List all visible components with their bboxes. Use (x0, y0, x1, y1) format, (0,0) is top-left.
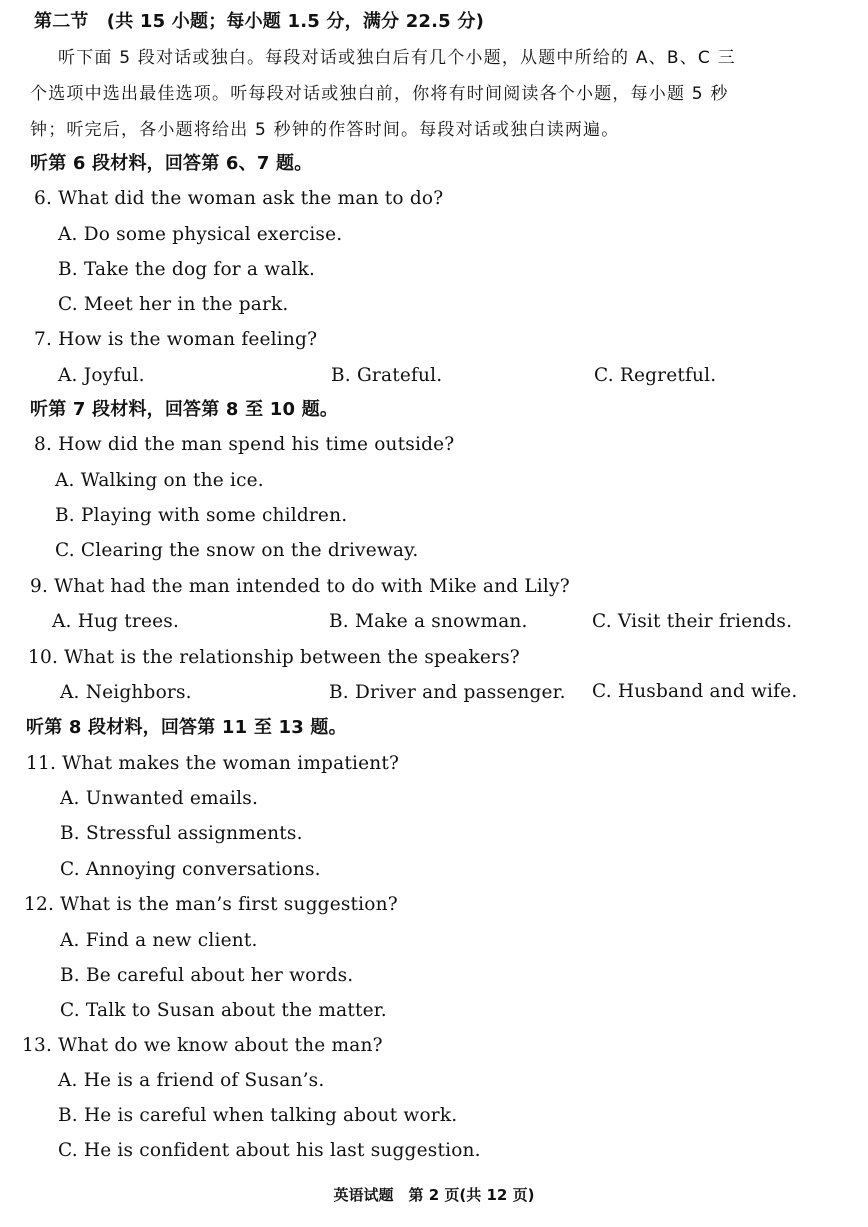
option-8a[interactable]: A. Walking on the ice. (55, 470, 264, 491)
option-9c[interactable]: C. Visit their friends. (592, 611, 793, 632)
section-title: 第二节 (共 15 小题；每小题 1.5 分，满分 22.5 分) (34, 11, 484, 32)
option-13c[interactable]: C. He is confident about his last suggestion. (58, 1140, 481, 1161)
option-7c[interactable]: C. Regretful. (594, 365, 717, 386)
question-stem-12: 12. What is the man’s first suggestion? (24, 894, 398, 915)
option-6a[interactable]: A. Do some physical exercise. (58, 224, 343, 245)
question-stem-13: 13. What do we know about the man? (22, 1035, 383, 1056)
option-12a[interactable]: A. Find a new client. (60, 930, 258, 951)
question-stem-10: 10. What is the relationship between the speakers? (28, 647, 520, 668)
option-7a[interactable]: A. Joyful. (58, 365, 145, 386)
option-10c[interactable]: C. Husband and wife. (592, 681, 798, 702)
option-6b[interactable]: B. Take the dog for a walk. (58, 259, 316, 280)
option-8c[interactable]: C. Clearing the snow on the driveway. (55, 540, 419, 561)
question-stem-7: 7. How is the woman feeling? (34, 329, 318, 350)
option-8b[interactable]: B. Playing with some children. (55, 505, 348, 526)
instructions-line-3: 钟；听完后，各小题将给出 5 秒钟的作答时间。每段对话或独白读两遍。 (30, 120, 620, 140)
group-heading-8: 听第 8 段材料，回答第 11 至 13 题。 (26, 717, 347, 738)
group-heading-6: 听第 6 段材料，回答第 6、7 题。 (30, 153, 313, 174)
option-11b[interactable]: B. Stressful assignments. (60, 823, 303, 844)
option-12c[interactable]: C. Talk to Susan about the matter. (60, 1000, 387, 1021)
option-10b[interactable]: B. Driver and passenger. (329, 682, 566, 703)
question-stem-6: 6. What did the woman ask the man to do? (34, 188, 444, 209)
option-13a[interactable]: A. He is a friend of Susan’s. (58, 1070, 325, 1091)
option-12b[interactable]: B. Be careful about her words. (60, 965, 354, 986)
option-11a[interactable]: A. Unwanted emails. (60, 788, 259, 809)
question-stem-11: 11. What makes the woman impatient? (26, 753, 400, 774)
option-9a[interactable]: A. Hug trees. (52, 611, 180, 632)
group-heading-7: 听第 7 段材料，回答第 8 至 10 题。 (30, 399, 339, 420)
option-10a[interactable]: A. Neighbors. (60, 682, 192, 703)
question-stem-8: 8. How did the man spend his time outside? (34, 434, 455, 455)
question-stem-9: 9. What had the man intended to do with Mike and Lily? (30, 576, 570, 597)
option-11c[interactable]: C. Annoying conversations. (60, 859, 321, 880)
instructions-line-1: 听下面 5 段对话或独白。每段对话或独白后有几个小题，从题中所给的 A、B、C 三 (58, 48, 736, 68)
option-9b[interactable]: B. Make a snowman. (329, 611, 528, 632)
instructions-line-2: 个选项中选出最佳选项。听每段对话或独白前，你将有时间阅读各个小题，每小题 5 秒 (30, 84, 729, 104)
option-13b[interactable]: B. He is careful when talking about work. (58, 1105, 458, 1126)
page-footer: 英语试题 第 2 页(共 12 页) (333, 1186, 535, 1204)
option-7b[interactable]: B. Grateful. (331, 365, 443, 386)
option-6c[interactable]: C. Meet her in the park. (58, 294, 289, 315)
